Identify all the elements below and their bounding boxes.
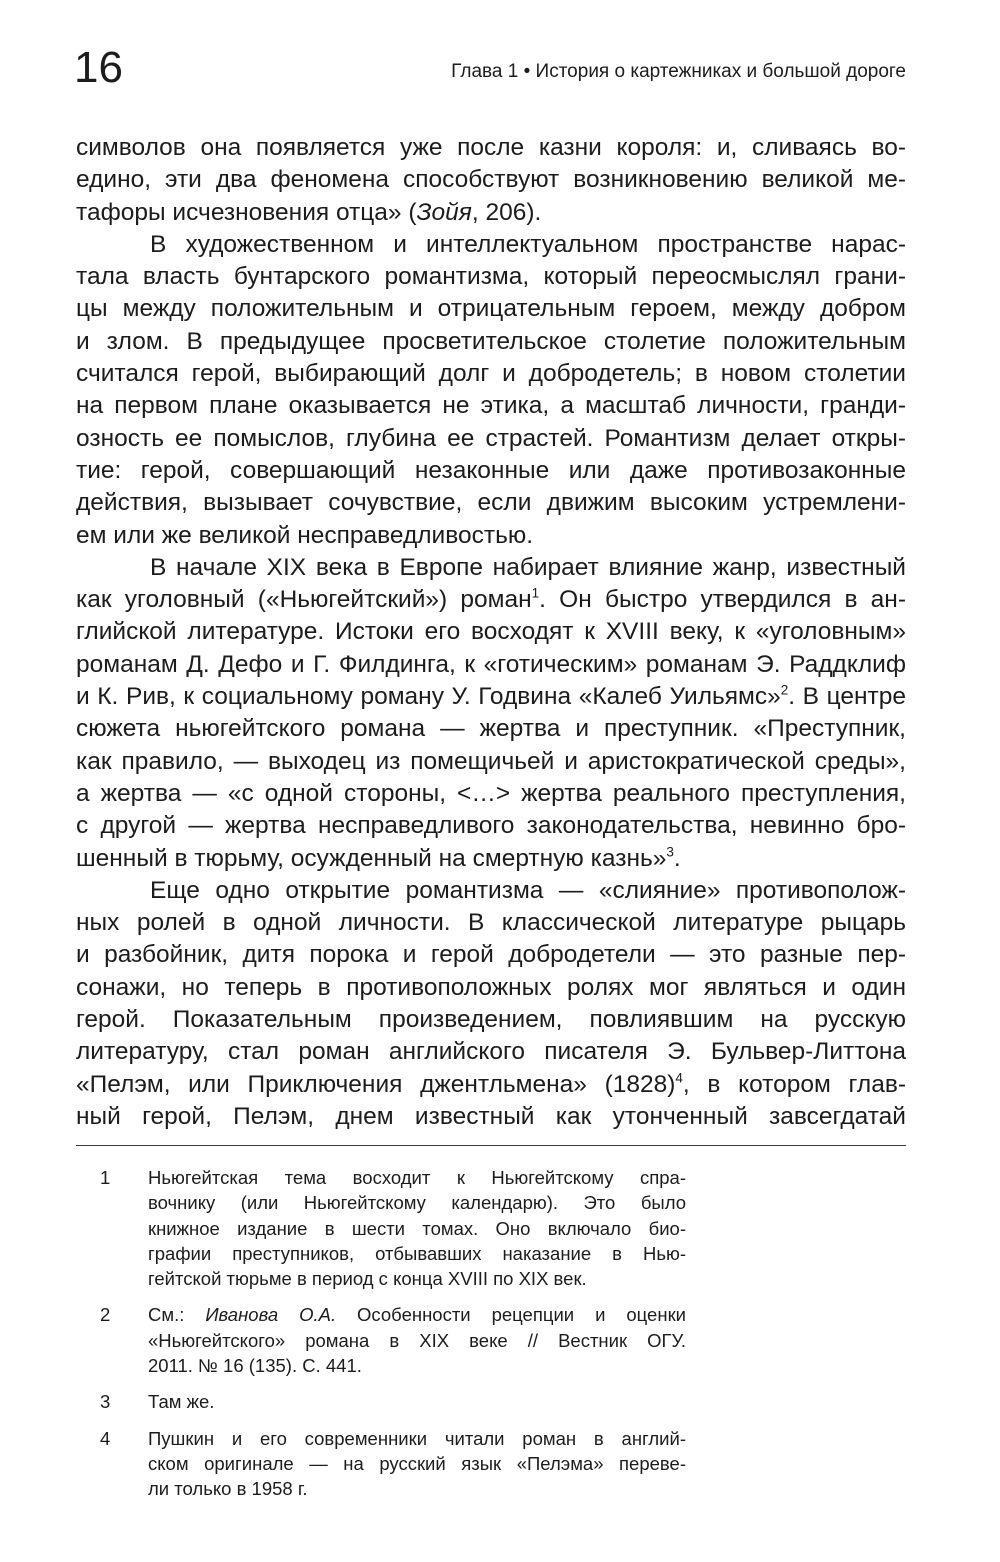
body-line: Еще одно открытие романтизма — «слияние» противополож- [150,876,906,904]
body-line [76,584,906,616]
footnote-2 [100,1302,700,1378]
footnote-line: Ньюгейтская тема восходит к Ньюгейтскому спра- [148,1167,686,1188]
body-line: ный герой, Пелэм, днем известный как утонченный завсегдатай [76,1102,906,1130]
body-text-run: как уголовный («Ньюгейтский») роман [76,586,532,614]
body-line: глийской литературе. Истоки его восходят к XVIII веку, к «уголовным» [76,618,906,646]
body-line: а жертва — «с одной стороны, <…> жертва реального преступления, [76,779,906,807]
body-line: озность ее помыслов, глубина ее страстей. Романтизм делает откры- [76,424,906,452]
body-text-run: . В центре [788,683,906,711]
body-line: символов она появляется уже после казни короля: и, сливаясь во- [76,134,906,161]
body-text [76,132,906,1133]
footnote-number: 3 [100,1391,111,1413]
footnote-line: ли только в 1958 г. [148,1478,308,1500]
body-line: как правило, — выходец из помещичьей и аристократической среды», [76,747,906,775]
footnote-text-run: См.: [148,1304,206,1326]
body-line: В начале XIX века в Европе набирает влияние жанр, известный [150,553,906,581]
body-text-run: , 206). [471,198,542,226]
body-line: тала власть бунтарского романтизма, который переосмыслял грани- [76,263,906,291]
body-text-run: тафоры исчезновения отца» ( [76,198,417,226]
footnote-line [148,1302,686,1327]
cited-author: Зойя [416,198,472,226]
footnote-line: вочнику (или Ньюгейтскому календарю). Это было [148,1192,686,1214]
running-head: Глава 1 • История о картежниках и большой дороге [451,61,906,82]
cited-author: Иванова О.А. [205,1304,337,1326]
body-text-run: . Он быстро утвердился в ан- [539,586,906,614]
footnote-line: «Ньюгейтского» романа в XIX веке // Вестник ОГУ. [148,1329,686,1351]
footnote-text [148,1302,686,1378]
body-line: сюжета ньюгейтского романа — жертва и преступник. «Преступник, [76,715,906,743]
footnote-line: ском оригинале — на русский язык «Пелэма» переве- [148,1452,686,1474]
body-line [76,681,906,713]
footnote-ref-1[interactable]: 1 [531,585,540,601]
body-line: ем или же великой несправедливостью. [76,521,534,549]
body-text-run: . [673,844,681,872]
body-line: тие: герой, совершающий незаконные или даже противозаконные [76,456,906,484]
footnote-line: гейтской тюрьме в период с конца XVIII по XIX век. [148,1268,587,1290]
footnotes [100,1165,700,1513]
footnote-line: графии преступников, отбывавших наказание в Нью- [148,1242,686,1264]
body-line: герой. Показательным произведением, повлиявшим на русскую [76,1006,906,1034]
footnote-1 [100,1165,700,1291]
footnote-text [148,1389,686,1414]
body-line: считался герой, выбирающий долг и добродетель; в новом столетии [76,360,906,388]
body-line [76,843,906,875]
body-line [76,1069,906,1101]
footnote-ref-4[interactable]: 4 [675,1070,683,1086]
footnote-number: 2 [100,1304,111,1326]
body-line: и злом. В предыдущее просветительское столетие положительным [76,327,906,355]
footnote-number: 1 [100,1167,111,1188]
footnote-text [148,1165,686,1291]
footnote-3 [100,1389,700,1414]
body-line: на первом плане оказывается не этика, а масштаб личности, гранди- [76,392,906,420]
footnote-line: Там же. [148,1391,215,1413]
footnote-line: Пушкин и его современники читали роман в англий- [148,1427,686,1449]
body-text-run: «Пелэм, или Приключения джентльмена» (1828) [76,1070,676,1098]
body-line: цы между положительным и отрицательным героем, между добром [76,295,906,323]
body-line: едино, эти два феномена способствуют возникновению великой ме- [76,166,906,194]
body-line: В художественном и интеллектуальном пространстве нарас- [150,230,906,258]
footnote-ref-3[interactable]: 3 [666,844,674,860]
body-line: литературу, стал роман английского писателя Э. Бульвер-Литтона [76,1038,906,1066]
body-text-run: и К. Рив, к социальному роману У. Годвина «Калеб Уильямс» [76,683,781,711]
footnote-line: книжное издание в шести томах. Оно включало био- [148,1217,686,1239]
footnote-number: 4 [100,1427,111,1449]
footnote-separator [76,1145,906,1146]
body-line: и разбойник, дитя порока и герой добродетели — это разные пер- [76,941,906,969]
body-text-run: шенный в тюрьму, осужденный на смертную казнь» [76,844,667,872]
footnote-ref-2[interactable]: 2 [780,682,789,698]
footnote-text-run: Особенности рецепции и оценки [336,1304,686,1326]
body-line: сонажи, но теперь в противоположных ролях мог являться и один [76,973,906,1001]
footnote-text [148,1426,686,1502]
footnote-line: 2011. № 16 (135). С. 441. [148,1355,362,1377]
footnote-4 [100,1426,700,1502]
body-line: с другой — жертва несправедливого законодательства, невинно бро- [76,812,906,840]
page-number: 16 [74,43,123,92]
body-line: ных ролей в одной личности. В классической литературе рыцарь [76,909,906,937]
body-line [76,197,906,229]
body-text-run: , в котором глав- [682,1070,906,1098]
body-line: романам Д. Дефо и Г. Филдинга, к «готическим» романам Э. Раддклиф [76,650,906,678]
body-line: действия, вызывает сочувствие, если движим высоким устремлени- [76,489,906,517]
